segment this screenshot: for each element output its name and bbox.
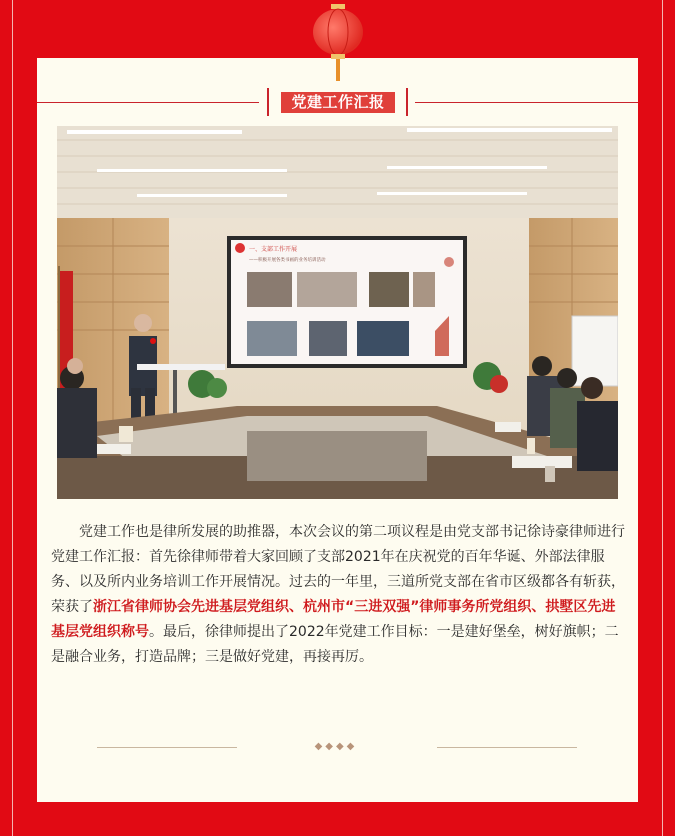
content-card <box>37 58 638 802</box>
divider-left <box>97 747 237 748</box>
article-paragraph <box>51 520 625 670</box>
slide-title: 一、支部工作开展 <box>249 246 298 253</box>
article-highlight: 浙江省律师协会先进基层党组织、杭州市“三进双强”律师事务所党组织、拱墅区先进基层党组织称号 <box>51 599 616 640</box>
meeting-photo <box>57 126 618 499</box>
article-intro: 党建工作也是律所发展的助推器，本次会议的第二项议程是由党支部书记徐诗豪律师进行党建工作汇报：首先徐律师带着大家回顾了支部2021年在庆祝党的百年华诞、外部法律服务、以及所内业务培训工作开展情况。过去的一年里，三道所党支部在省市区级都各有斩获，荣获了 <box>51 524 625 615</box>
lantern-icon <box>307 2 369 84</box>
divider-dots: ◆◆◆◆ <box>314 741 358 752</box>
header-line-left <box>37 102 259 103</box>
article-outro: 。最后，徐律师提出了2022年党建工作目标：一是建好堡垒，树好旗帜；二是融合业务，打造品牌；三是做好党建，再接再厉。 <box>51 624 619 665</box>
section-title: 党建工作汇报 <box>281 92 395 113</box>
divider-right <box>437 747 577 748</box>
frame-line-right <box>662 0 663 836</box>
header-bar-left <box>267 88 269 116</box>
header-bar-right <box>406 88 408 116</box>
frame-line-left <box>12 0 13 836</box>
section-header <box>37 88 638 116</box>
header-line-right <box>415 102 638 103</box>
slide-subtitle: ——积极开展各类书画的业务培训活动 <box>249 258 326 263</box>
